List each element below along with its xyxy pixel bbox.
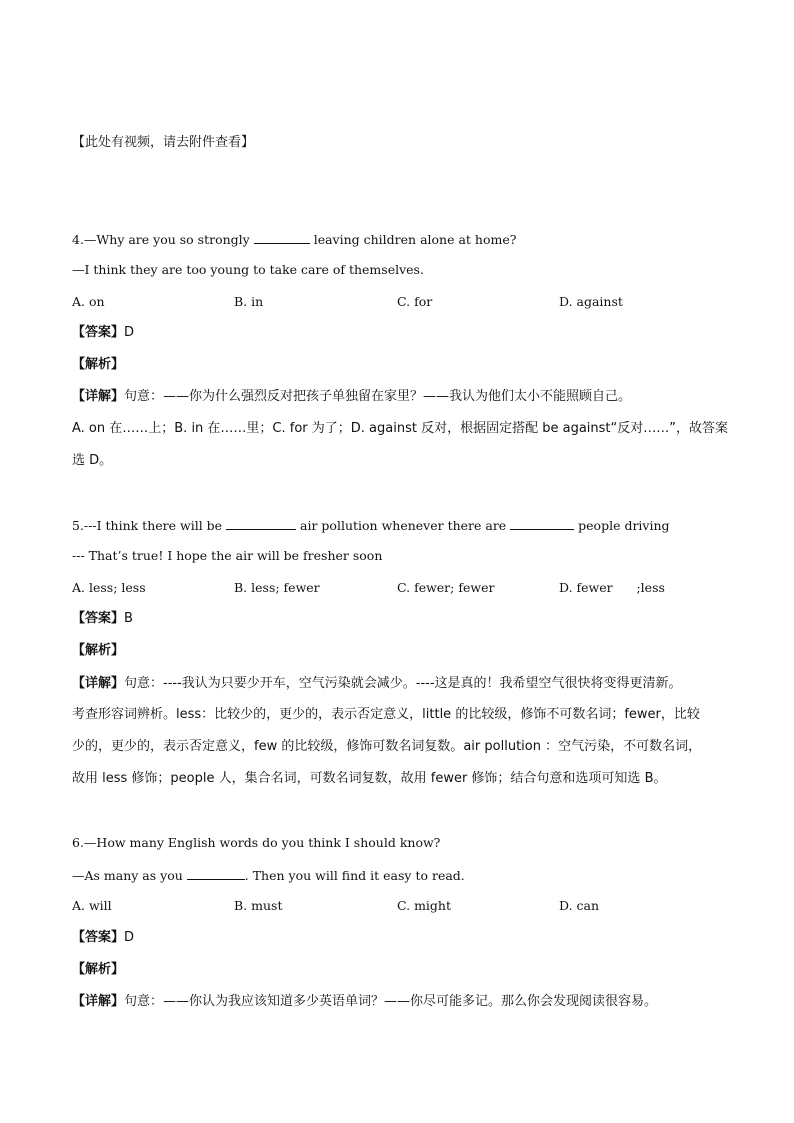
question-5-detail-line-2: 考查形容词辨析。less：比较少的，更少的，表示否定意义，little 的比较级，修饰不可数名词；fewer，比较 xyxy=(72,707,700,722)
answer-label: 【答案】 xyxy=(72,930,125,945)
question-6-analysis-label: 【解析】 xyxy=(72,962,125,977)
answer-label: 【答案】 xyxy=(72,325,125,340)
question-6-reply xyxy=(72,867,465,884)
question-5-stem-after: people driving xyxy=(574,518,670,533)
answer-value: D xyxy=(124,325,135,340)
question-6-stem: 6.—How many English words do you think I should know? xyxy=(72,835,441,850)
question-5-stem-before: 5.---I think there will be xyxy=(72,518,227,533)
question-6-reply-after: . Then you will find it easy to read. xyxy=(244,868,465,883)
answer-label: 【答案】 xyxy=(72,611,125,626)
question-5-option-d: D. fewer ;less xyxy=(559,580,665,595)
question-4-stem xyxy=(72,231,516,248)
question-5-analysis-label: 【解析】 xyxy=(72,643,125,658)
detail-label: 【详解】 xyxy=(72,676,125,691)
question-4-option-c: C. for xyxy=(397,294,433,309)
question-5-option-a: A. less; less xyxy=(72,580,146,595)
question-5-stem-mid: air pollution whenever there are xyxy=(296,518,511,533)
question-6-option-c: C. might xyxy=(397,898,451,913)
question-6-option-a: A. will xyxy=(72,898,112,913)
detail-text: 句意：——你为什么强烈反对把孩子单独留在家里？——我认为他们太小不能照顾自己。 xyxy=(124,389,632,404)
question-5-option-c: C. fewer; fewer xyxy=(397,580,495,595)
question-6-option-b: B. must xyxy=(234,898,283,913)
detail-text: 句意：----我认为只要少开车，空气污染就会减少。----这是真的！我希望空气很快将变得更清新。 xyxy=(124,676,682,691)
answer-value: D xyxy=(124,930,135,945)
question-4-blank xyxy=(254,231,310,244)
question-4-reply: —I think they are too young to take care of themselves. xyxy=(72,262,424,277)
question-5-detail-line-1 xyxy=(72,676,682,692)
question-6-blank xyxy=(187,867,245,880)
video-note: 【此处有视频，请去附件查看】 xyxy=(72,135,255,150)
question-4-detail-line-3: 选 D。 xyxy=(72,453,113,468)
question-5-reply: --- That’s true! I hope the air will be fresher soon xyxy=(72,548,383,563)
question-4-answer xyxy=(72,325,134,341)
question-5-option-b: B. less; fewer xyxy=(234,580,320,595)
question-6-detail-line-1 xyxy=(72,994,657,1010)
question-5-detail-line-4: 故用 less 修饰；people 人，集合名词，可数名词复数，故用 fewer 修饰；结合句意和选项可知选 B。 xyxy=(72,771,667,786)
question-6-answer xyxy=(72,930,134,946)
question-5-answer xyxy=(72,611,133,627)
question-4-detail-line-1 xyxy=(72,389,631,405)
question-4-option-b: B. in xyxy=(234,294,264,309)
question-5-blank-1 xyxy=(226,517,296,530)
question-4-stem-before: 4.—Why are you so strongly xyxy=(72,232,254,247)
question-5-stem xyxy=(72,517,670,534)
detail-label: 【详解】 xyxy=(72,994,125,1009)
question-6-option-d: D. can xyxy=(559,898,600,913)
detail-text: 句意：——你认为我应该知道多少英语单词？——你尽可能多记。那么你会发现阅读很容易。 xyxy=(124,994,658,1009)
question-5-detail-line-3: 少的，更少的，表示否定意义，few 的比较级，修饰可数名词复数。air pollution ：空气污染，不可数名词， xyxy=(72,739,702,754)
question-4-option-d: D. against xyxy=(559,294,623,309)
question-5-blank-2 xyxy=(510,517,574,530)
question-4-detail-line-2: A. on 在……上；B. in 在……里；C. for 为了；D. against 反对，根据固定搭配 be against“反对……”，故答案 xyxy=(72,421,728,436)
question-4-stem-after: leaving children alone at home? xyxy=(309,232,517,247)
answer-value: B xyxy=(124,611,133,626)
question-4-option-a: A. on xyxy=(72,294,105,309)
detail-label: 【详解】 xyxy=(72,389,125,404)
question-4-analysis-label: 【解析】 xyxy=(72,357,125,372)
question-6-reply-before: —As many as you xyxy=(72,868,187,883)
